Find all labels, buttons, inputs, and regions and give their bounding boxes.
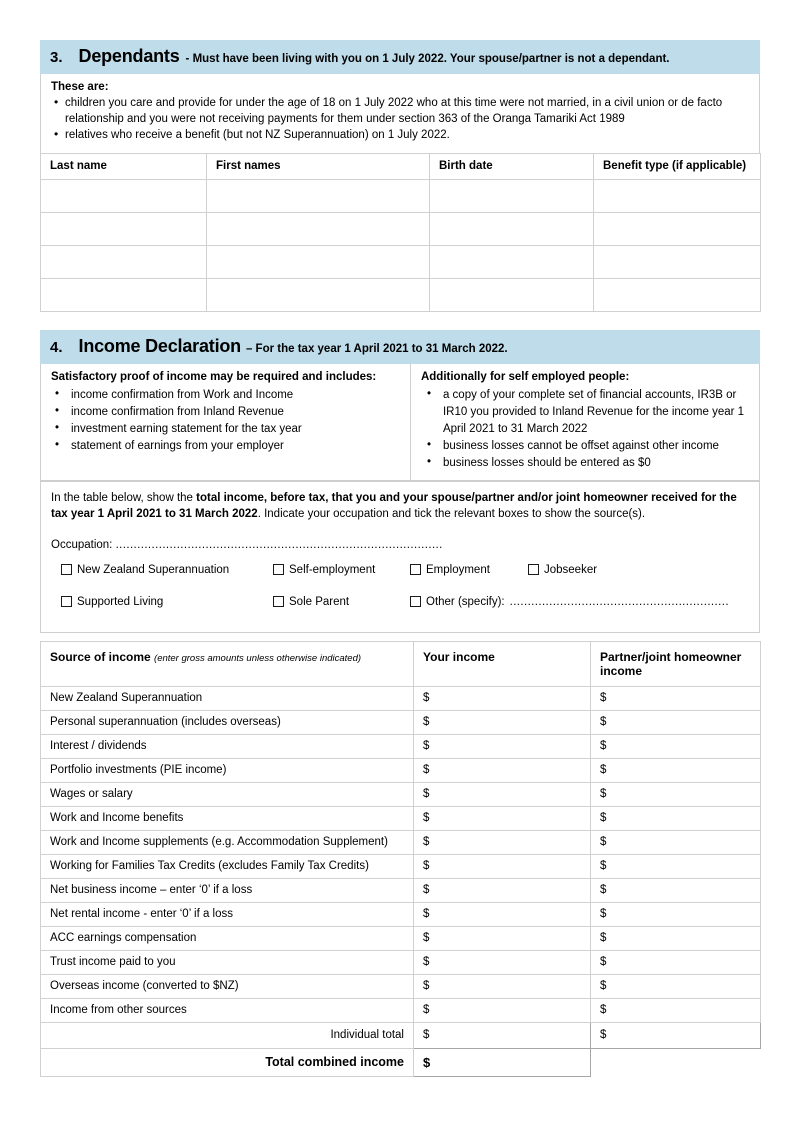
proof-of-income-block bbox=[40, 364, 760, 481]
occupation-dotted-line: ........................................................................................... bbox=[115, 538, 443, 551]
table-row bbox=[41, 782, 761, 806]
checkbox-icon[interactable] bbox=[273, 564, 284, 575]
checkbox-icon[interactable] bbox=[528, 564, 539, 575]
income-source-label: Trust income paid to you bbox=[41, 950, 414, 974]
proof-item: • business losses cannot be offset against other income bbox=[421, 438, 749, 455]
individual-total-label: Individual total bbox=[41, 1022, 414, 1048]
column-header-benefit-type: Benefit type (if applicable) bbox=[594, 153, 761, 179]
table-row bbox=[41, 830, 761, 854]
dependant-first-names-cell[interactable] bbox=[207, 179, 430, 212]
income-source-checkbox-row-2 bbox=[51, 596, 749, 615]
instruction-part-2: . Indicate your occupation and tick the relevant boxes to show the source(s). bbox=[257, 507, 646, 520]
table-row bbox=[41, 758, 761, 782]
partner-income-cell[interactable]: $ bbox=[591, 830, 761, 854]
declaration-instruction-block bbox=[40, 481, 760, 633]
checkbox-label: Self-employment bbox=[289, 563, 376, 576]
occupation-label: Occupation: bbox=[51, 538, 113, 551]
income-source-checkbox-row-1 bbox=[51, 564, 749, 583]
source-of-income-note: (enter gross amounts unless otherwise indicated) bbox=[154, 652, 362, 664]
checkbox-icon[interactable] bbox=[410, 596, 421, 607]
proof-right-list bbox=[421, 387, 749, 472]
checkbox-option-sole-parent[interactable] bbox=[273, 596, 349, 608]
section-4-header bbox=[40, 330, 760, 364]
combined-total-value[interactable]: $ bbox=[414, 1048, 591, 1076]
dependant-benefit-type-cell[interactable] bbox=[594, 212, 761, 245]
partner-income-cell[interactable]: $ bbox=[591, 950, 761, 974]
section-3-title: Dependants bbox=[78, 46, 180, 66]
column-header-birth-date: Birth date bbox=[430, 153, 594, 179]
checkbox-icon[interactable] bbox=[61, 596, 72, 607]
partner-income-cell[interactable]: $ bbox=[591, 758, 761, 782]
proof-left-heading: Satisfactory proof of income may be required and includes: bbox=[51, 370, 377, 383]
income-source-label: ACC earnings compensation bbox=[41, 926, 414, 950]
column-header-partner-income: Partner/joint homeowner income bbox=[591, 641, 761, 686]
checkbox-option-self-employment[interactable] bbox=[273, 564, 375, 576]
your-income-cell[interactable]: $ bbox=[414, 950, 591, 974]
checkbox-label: New Zealand Superannuation bbox=[77, 563, 230, 576]
section-4-number: 4. bbox=[50, 338, 63, 356]
income-source-label: Interest / dividends bbox=[41, 734, 414, 758]
checkbox-icon[interactable] bbox=[410, 564, 421, 575]
individual-total-row bbox=[41, 1022, 761, 1048]
your-income-cell[interactable]: $ bbox=[414, 878, 591, 902]
dependant-last-name-cell[interactable] bbox=[41, 278, 207, 311]
income-source-label: Wages or salary bbox=[41, 782, 414, 806]
table-row bbox=[41, 179, 761, 212]
proof-item: • business losses should be entered as $0 bbox=[421, 455, 749, 472]
income-table-body bbox=[41, 686, 761, 1076]
income-source-label: Income from other sources bbox=[41, 998, 414, 1022]
table-row bbox=[41, 950, 761, 974]
section-3-subtitle: - Must have been living with you on 1 July 2022. Your spouse/partner is not a dependant. bbox=[185, 53, 670, 65]
table-row bbox=[41, 212, 761, 245]
source-of-income-label: Source of income bbox=[50, 649, 151, 664]
checkbox-label: Supported Living bbox=[77, 595, 164, 608]
section-4-title: Income Declaration bbox=[78, 335, 241, 356]
income-source-label: Overseas income (converted to $NZ) bbox=[41, 974, 414, 998]
table-row bbox=[41, 974, 761, 998]
section-3-header bbox=[40, 40, 760, 74]
dependant-last-name-cell[interactable] bbox=[41, 212, 207, 245]
column-header-last-name: Last name bbox=[41, 153, 207, 179]
partner-income-cell[interactable]: $ bbox=[591, 998, 761, 1022]
column-header-your-income: Your income bbox=[414, 641, 591, 686]
partner-income-cell[interactable]: $ bbox=[591, 878, 761, 902]
income-source-label: Net rental income - enter ‘0’ if a loss bbox=[41, 902, 414, 926]
your-income-cell[interactable]: $ bbox=[414, 710, 591, 734]
checkbox-icon[interactable] bbox=[273, 596, 284, 607]
proof-item: • statement of earnings from your employer bbox=[51, 438, 400, 455]
your-income-cell[interactable]: $ bbox=[414, 782, 591, 806]
table-row bbox=[41, 998, 761, 1022]
income-source-label: Portfolio investments (PIE income) bbox=[41, 758, 414, 782]
individual-total-partner-income[interactable]: $ bbox=[591, 1022, 761, 1048]
income-source-label: Work and Income supplements (e.g. Accommodation Supplement) bbox=[41, 830, 414, 854]
section-3-number: 3. bbox=[50, 49, 63, 66]
column-header-source-of-income bbox=[41, 641, 414, 686]
dependant-benefit-type-cell[interactable] bbox=[594, 278, 761, 311]
partner-income-cell[interactable]: $ bbox=[591, 710, 761, 734]
proof-left-column bbox=[41, 364, 410, 480]
dependant-first-names-cell[interactable] bbox=[207, 245, 430, 278]
partner-income-cell[interactable]: $ bbox=[591, 782, 761, 806]
your-income-cell[interactable]: $ bbox=[414, 758, 591, 782]
income-source-label: Personal superannuation (includes overseas) bbox=[41, 710, 414, 734]
declaration-instruction bbox=[51, 490, 749, 522]
dependant-birth-date-cell[interactable] bbox=[430, 179, 594, 212]
table-row bbox=[41, 278, 761, 311]
income-table bbox=[40, 641, 761, 1077]
occupation-field[interactable] bbox=[51, 539, 749, 551]
checkbox-label: Sole Parent bbox=[289, 595, 350, 608]
other-specify-dotted-line: ............................................................. bbox=[509, 595, 729, 608]
column-header-first-names: First names bbox=[207, 153, 430, 179]
proof-item: • income confirmation from Inland Revenue bbox=[51, 404, 400, 421]
dependant-first-names-cell[interactable] bbox=[207, 278, 430, 311]
checkbox-label: Jobseeker bbox=[544, 563, 598, 576]
dependant-first-names-cell[interactable] bbox=[207, 212, 430, 245]
table-row bbox=[41, 926, 761, 950]
dependant-birth-date-cell[interactable] bbox=[430, 212, 594, 245]
your-income-cell[interactable]: $ bbox=[414, 734, 591, 758]
partner-income-cell[interactable]: $ bbox=[591, 734, 761, 758]
your-income-cell[interactable]: $ bbox=[414, 830, 591, 854]
your-income-cell[interactable]: $ bbox=[414, 686, 591, 710]
proof-item: • a copy of your complete set of financial accounts, IR3B or IR10 you provided to Inland Revenue for the income year 1 April 2021 to 31 March 2022 bbox=[421, 387, 749, 438]
checkbox-option-employment[interactable] bbox=[410, 564, 490, 576]
dependant-last-name-cell[interactable] bbox=[41, 179, 207, 212]
dependants-table bbox=[40, 153, 761, 312]
checkbox-option-jobseeker[interactable] bbox=[528, 564, 597, 576]
checkbox-option-supported-living[interactable] bbox=[61, 596, 163, 608]
your-income-cell[interactable]: $ bbox=[414, 854, 591, 878]
income-table-header-row bbox=[41, 641, 761, 686]
checkbox-label: Employment bbox=[426, 563, 490, 576]
your-income-cell[interactable]: $ bbox=[414, 974, 591, 998]
partner-income-cell[interactable]: $ bbox=[591, 926, 761, 950]
your-income-cell[interactable]: $ bbox=[414, 926, 591, 950]
dependants-bullet-list bbox=[51, 96, 749, 144]
your-income-cell[interactable]: $ bbox=[414, 902, 591, 926]
partner-income-cell[interactable]: $ bbox=[591, 902, 761, 926]
checkbox-option-other[interactable] bbox=[410, 596, 729, 608]
table-row bbox=[41, 686, 761, 710]
dependants-bullet: • relatives who receive a benefit (but not NZ Superannuation) on 1 July 2022. bbox=[51, 128, 749, 144]
partner-income-cell[interactable]: $ bbox=[591, 974, 761, 998]
individual-total-your-income[interactable]: $ bbox=[414, 1022, 591, 1048]
dependant-benefit-type-cell[interactable] bbox=[594, 179, 761, 212]
proof-right-column bbox=[410, 364, 759, 480]
income-source-label: Working for Families Tax Credits (excludes Family Tax Credits) bbox=[41, 854, 414, 878]
checkbox-label: Other (specify): bbox=[426, 595, 505, 608]
instruction-bold: total income, before tax, that you and your spouse/partner and/or joint homeowner received for the tax year 1 April 2021 to 31 March 2022 bbox=[51, 491, 737, 520]
your-income-cell[interactable]: $ bbox=[414, 806, 591, 830]
checkbox-option-nz-superannuation[interactable] bbox=[61, 564, 229, 576]
table-row bbox=[41, 245, 761, 278]
combined-total-label: Total combined income bbox=[41, 1048, 414, 1076]
table-row bbox=[41, 710, 761, 734]
income-source-label: Net business income – enter ‘0’ if a loss bbox=[41, 878, 414, 902]
partner-income-cell[interactable]: $ bbox=[591, 806, 761, 830]
income-source-label: Work and Income benefits bbox=[41, 806, 414, 830]
table-header-row bbox=[41, 153, 761, 179]
dependants-lead: These are: bbox=[51, 81, 109, 93]
dependant-benefit-type-cell[interactable] bbox=[594, 245, 761, 278]
table-row bbox=[41, 854, 761, 878]
partner-income-cell[interactable]: $ bbox=[591, 854, 761, 878]
proof-item: • income confirmation from Work and Income bbox=[51, 387, 400, 404]
combined-total-empty-cell bbox=[591, 1048, 761, 1076]
table-row bbox=[41, 734, 761, 758]
checkbox-icon[interactable] bbox=[61, 564, 72, 575]
your-income-cell[interactable]: $ bbox=[414, 998, 591, 1022]
partner-income-cell[interactable]: $ bbox=[591, 686, 761, 710]
combined-total-row bbox=[41, 1048, 761, 1076]
section-4-subtitle: – For the tax year 1 April 2021 to 31 March 2022. bbox=[245, 342, 508, 355]
table-row bbox=[41, 878, 761, 902]
income-source-label: New Zealand Superannuation bbox=[41, 686, 414, 710]
instruction-part-1: In the table below, show the bbox=[51, 491, 197, 504]
dependant-last-name-cell[interactable] bbox=[41, 245, 207, 278]
dependant-birth-date-cell[interactable] bbox=[430, 278, 594, 311]
table-row bbox=[41, 806, 761, 830]
table-row bbox=[41, 902, 761, 926]
dependants-bullet: • children you care and provide for under the age of 18 on 1 July 2022 who at this time were not married, in a civil union or de facto relationship and you were not receiving payments for them under section 363 of the Oranga Tamariki Act 1989 bbox=[51, 96, 749, 127]
proof-right-heading: Additionally for self employed people: bbox=[420, 370, 630, 383]
proof-item: • investment earning statement for the tax year bbox=[51, 421, 400, 438]
proof-left-list bbox=[51, 387, 400, 455]
dependants-intro bbox=[40, 74, 760, 153]
dependant-birth-date-cell[interactable] bbox=[430, 245, 594, 278]
